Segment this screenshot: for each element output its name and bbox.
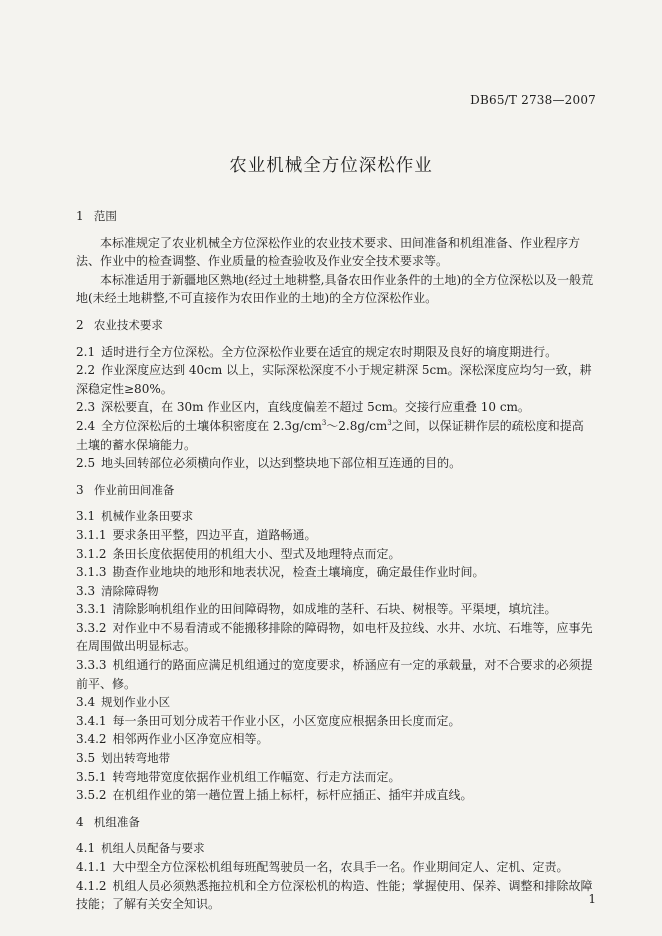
section-heading (76, 481, 595, 500)
clause-number: 3.5.1 (76, 769, 107, 784)
clause (76, 877, 595, 914)
subsection-heading (76, 749, 595, 768)
clause-number: 4.1.2 (76, 878, 107, 893)
section-title: 机组准备 (93, 814, 140, 829)
clause-text: 条田长度依据使用的机组大小、型式及地理特点而定。 (112, 546, 401, 561)
clause-number: 2.2 (76, 363, 96, 378)
clause (76, 712, 595, 731)
section-number: 1 (76, 209, 84, 223)
section-number: 2 (76, 317, 84, 332)
clause (76, 786, 595, 805)
section-heading (76, 316, 595, 335)
subsection-title: 机组人员配备与要求 (101, 841, 205, 856)
clause-text: 之间，以保证耕作层的疏松度和提高土壤的蓄水保墒能力。 (76, 418, 584, 452)
clause-text: 转弯地带宽度依据作业机组工作幅宽、行走方法而定。 (112, 769, 401, 784)
clause (76, 730, 595, 749)
subsection-heading (76, 507, 595, 526)
standard-number: DB65/T 2738—2007 (470, 93, 596, 107)
subsection-number: 3.1 (76, 509, 96, 524)
clause-number: 2.4 (76, 418, 96, 433)
clause-text: 全方位深松后的土壤体积密度在 2.3g/cm (101, 418, 322, 433)
clause-text: 机组通行的路面应满足机组通过的宽度要求，桥涵应有一定的承载量，对不合要求的必须提前平、修。 (76, 658, 593, 691)
clause-text: 适时进行全方位深松。全方位深松作业要在适宜的规定农时期限及良好的墒度期进行。 (101, 344, 558, 359)
clause-number: 3.1.2 (76, 546, 107, 561)
subsection-heading (76, 582, 595, 601)
clause-number: 3.3.3 (76, 658, 107, 673)
subsection-heading (76, 839, 595, 858)
document-body (76, 207, 595, 914)
clause-number: 3.3.1 (76, 602, 107, 617)
clause-text: 大中型全方位深松机组每班配驾驶员一名，农具手一名。作业期间定人、定机、定责。 (112, 860, 569, 874)
section-heading (76, 207, 595, 226)
clause-text: 每一条田可划分成若干作业小区，小区宽度应根据条田长度而定。 (112, 713, 461, 728)
superscript: 3 (321, 418, 327, 427)
clause-number: 2.3 (76, 400, 96, 415)
clause-text: 要求条田平整，四边平直，道路畅通。 (112, 527, 317, 542)
section-number: 4 (76, 814, 84, 829)
subsection-number: 3.5 (76, 751, 96, 766)
clause (76, 398, 595, 417)
clause (76, 600, 595, 619)
clause (76, 563, 595, 582)
clause (76, 619, 595, 656)
clause-number: 2.1 (76, 344, 96, 359)
clause-number: 3.1.3 (76, 565, 107, 580)
superscript: 3 (387, 418, 392, 427)
clause-text: 机组人员必须熟悉拖拉机和全方位深松机的构造、性能；掌握使用、保养、调整和排除故障技能；了解有关安全知识。 (76, 878, 593, 912)
clause (76, 343, 595, 362)
section-title: 作业前田间准备 (93, 482, 175, 497)
clause (76, 361, 595, 398)
subsection-number: 4.1 (76, 841, 96, 856)
section-number: 3 (76, 482, 84, 497)
subsection-title: 清除障碍物 (101, 583, 159, 598)
subsection-title: 机械作业条田要求 (101, 509, 194, 524)
paragraph: 本标准规定了农业机械全方位深松作业的农业技术要求、田间准备和机组准备、作业程序方法、作业中的检查调整、作业质量的检查验收及作业安全技术要求等。 (76, 235, 581, 269)
clause (76, 417, 595, 454)
clause (76, 545, 595, 564)
clause (76, 656, 595, 693)
subsection-heading (76, 693, 595, 712)
clause-text: 作业深度应达到 40cm 以上，实际深松深度不小于规定耕深 5cm。深松深度应均匀一致，耕深稳定性≥80%。 (76, 363, 592, 396)
clause-number: 3.4.2 (76, 732, 107, 747)
clause-number: 4.1.1 (76, 860, 107, 874)
clause (76, 768, 595, 787)
clause-text: 在机组作业的第一趟位置上插上标杆，标杆应插正、插牢并成直线。 (112, 788, 473, 803)
clause-number: 3.1.1 (76, 527, 107, 542)
clause-number: 3.4.1 (76, 713, 107, 728)
clause-text: ～2.8g/cm (326, 418, 388, 433)
clause (76, 526, 595, 545)
clause (76, 454, 595, 473)
clause-text: 深松要直，在 30m 作业区内，直线度偏差不超过 5cm。交接行应重叠 10 cm。 (101, 400, 530, 415)
subsection-number: 3.4 (76, 695, 96, 710)
subsection-number: 3.3 (76, 583, 96, 598)
subsection-title: 划出转弯地带 (101, 751, 171, 766)
clause-text: 清除影响机组作业的田间障碍物，如成堆的茎秆、石块、树根等。平渠埂，填坑洼。 (112, 602, 557, 617)
clause-text: 勘查作业地块的地形和地表状况，检查土壤墒度，确定最佳作业时间。 (112, 565, 485, 580)
clause (76, 858, 595, 877)
document-title: 农业机械全方位深松作业 (229, 156, 433, 176)
clause-text: 对作业中不易看清或不能搬移排除的障碍物，如电杆及拉线、水井、水坑、石堆等，应事先在周围做出明显标志。 (76, 620, 593, 654)
section-title: 农业技术要求 (93, 317, 163, 332)
clause-text: 相邻两作业小区净宽应相等。 (112, 732, 269, 747)
clause-number: 3.3.2 (76, 620, 107, 635)
page-number: 1 (588, 892, 596, 906)
paragraph: 本标准适用于新疆地区熟地(经过土地耕整,具备农田作业条件的土地)的全方位深松以及一般荒地(未经土地耕整,不可直接作为农田作业的土地)的全方位深松作业。 (76, 272, 594, 306)
clause-text: 地头回转部位必须横向作业，以达到整块地下部位相互连通的目的。 (101, 456, 462, 471)
clause-number: 3.5.2 (76, 788, 107, 803)
section-title: 范围 (93, 209, 117, 223)
section-heading (76, 813, 595, 832)
clause-number: 2.5 (76, 456, 96, 471)
subsection-title: 规划作业小区 (101, 695, 171, 710)
